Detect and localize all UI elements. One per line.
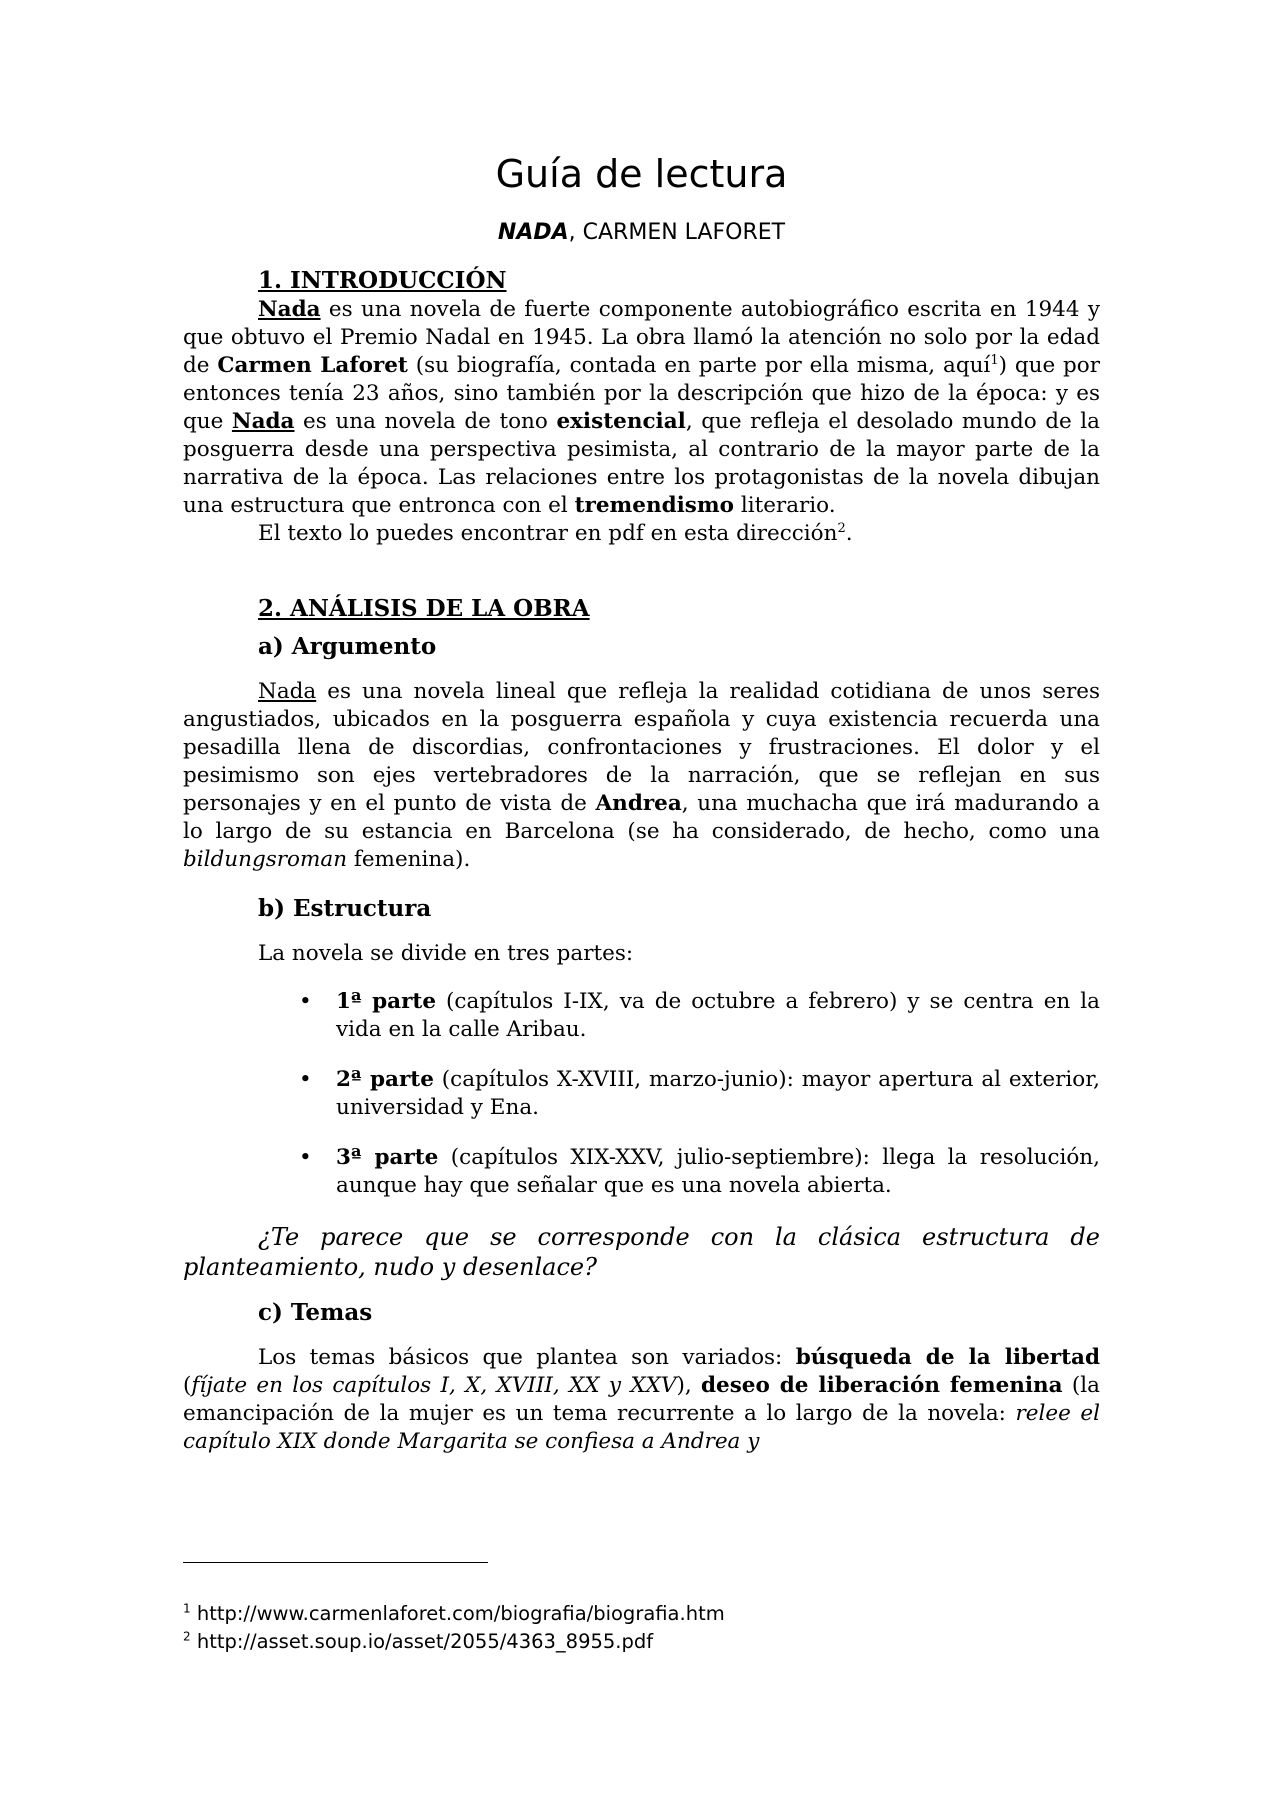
list-item-label: 2ª parte — [336, 1067, 434, 1092]
footnote-number: 1 — [183, 1601, 191, 1616]
list-item-text: (capítulos I-IX, va de octubre a febrero) y se centra en la vida en la calle Aribau. — [336, 989, 1100, 1042]
section-heading-analisis: 2. ANÁLISIS DE LA OBRA — [258, 595, 590, 622]
temas-paragraph — [183, 1344, 1100, 1456]
bullet-icon: • — [299, 989, 312, 1014]
argumento-bildungsroman: bildungsroman — [183, 847, 348, 872]
subheading-estructura: b) Estructura — [258, 895, 432, 922]
intro-text-9: , que refleja el desolado mundo de la posguerra desde una perspectiva pesimista, al contrario de la mayor parte de la narrativa de la época. Las relaciones entre los protagonistas de la novela dibujan una estructura que entronca con el — [183, 409, 1100, 518]
bullet-icon: • — [299, 1145, 312, 1170]
footnote-1 — [183, 1600, 725, 1628]
estructura-list — [183, 988, 1100, 1200]
page-title: Guía de lectura — [495, 152, 788, 196]
intro-paragraph — [183, 296, 1100, 520]
section-heading-introduccion: 1. INTRODUCCIÓN — [258, 267, 507, 294]
intro-text-7: es una novela de tono — [294, 409, 557, 434]
subheading-temas: c) Temas — [258, 1299, 373, 1326]
argumento-text-6: femenina). — [347, 847, 471, 872]
argumento-andrea: Andrea — [595, 791, 682, 816]
intro-author: Carmen Laforet — [217, 353, 408, 378]
footnote-link[interactable]: http://www.carmenlaforet.com/biografia/biografia.htm — [190, 1602, 725, 1625]
list-item-text: (capítulos X-XVIII, marzo-junio): mayor apertura al exterior, universidad y Ena. — [336, 1067, 1100, 1120]
list-item-label: 1ª parte — [336, 989, 437, 1014]
footnote-2 — [183, 1628, 725, 1656]
subtitle-author: CARMEN LAFORET — [582, 220, 786, 245]
temas-liberacion: deseo de liberación femenina — [700, 1373, 1063, 1398]
argumento-text-2: es una novela lineal que refleja la realidad cotidiana de unos seres angustiados, ubicados en la posguerra española y cuya existencia recuerda una pesadilla llena de discordias, confrontaciones y frustraciones. El dolor y el pesimismo son ejes vertebradores de la narración, que se reflejan en sus personajes y en el punto de vista de — [183, 679, 1100, 816]
temas-relee: relee el capítulo XIX donde Margarita se confiesa a Andrea y — [183, 1401, 1100, 1454]
footnote-ref-1[interactable]: 1 — [990, 352, 999, 368]
footnote-link[interactable]: http://asset.soup.io/asset/2055/4363_8955.pdf — [190, 1630, 654, 1653]
page-subtitle — [183, 218, 1100, 248]
temas-libertad: búsqueda de la libertad — [795, 1345, 1100, 1370]
temas-text-3: ( — [183, 1373, 192, 1398]
intro-text-2: es una novela de fuerte componente autobiográfico escrita en 1944 y que obtuvo el Premio Nadal en 1945. La obra llamó la atención no solo por la edad de — [183, 297, 1100, 378]
list-item — [299, 1144, 1100, 1200]
list-item — [299, 988, 1100, 1044]
footnote-ref-2[interactable]: 2 — [837, 520, 846, 536]
subtitle-work: NADA — [497, 220, 569, 245]
pdf-text: El texto lo puedes encontrar en pdf en esta dirección — [258, 521, 838, 546]
list-item-text: (capítulos XIX-XXV, julio-septiembre): llega la resolución, aunque hay que señalar que es una novela abierta. — [336, 1145, 1100, 1198]
temas-text-5: ), — [676, 1373, 701, 1398]
subtitle-sep: , — [568, 220, 583, 245]
list-item — [299, 1066, 1100, 1122]
argumento-text-4: , una muchacha que irá madurando a lo largo de su estancia en Barcelona (se ha considerado, de hecho, como una — [183, 791, 1100, 844]
intro-nada-2: Nada — [231, 409, 295, 434]
footnote-divider — [183, 1562, 488, 1563]
argumento-nada: Nada — [258, 679, 317, 704]
temas-text-7: (la emancipación de la mujer es un tema recurrente a lo largo de la novela: — [183, 1373, 1100, 1426]
intro-text-5: ) que por entonces tenía 23 años, sino también por la descripción que hizo de la época: y es que — [183, 353, 1101, 434]
intro-text-11: literario. — [733, 493, 836, 518]
subheading-argumento: a) Argumento — [258, 633, 437, 660]
estructura-question: ¿Te parece que se corresponde con la clásica estructura de planteamiento, nudo y desenlace? — [183, 1223, 1100, 1281]
temas-text-1: Los temas básicos que plantea son variados: — [258, 1345, 796, 1370]
argumento-paragraph — [183, 678, 1100, 874]
footnote-number: 2 — [183, 1629, 191, 1644]
footnotes — [183, 1600, 725, 1656]
temas-capitulos: fíjate en los capítulos I, X, XVIII, XX y XXV — [191, 1373, 677, 1398]
pdf-paragraph — [183, 520, 1100, 548]
list-item-label: 3ª parte — [336, 1145, 439, 1170]
intro-nada-1: Nada — [258, 297, 321, 322]
intro-tremendismo: tremendismo — [574, 493, 734, 518]
intro-text-4: (su biografía, contada en parte por ella misma, aquí — [407, 353, 991, 378]
pdf-text-end: . — [845, 521, 853, 546]
intro-existencial: existencial — [556, 409, 686, 434]
bullet-icon: • — [299, 1067, 312, 1092]
estructura-intro: La novela se divide en tres partes: — [258, 941, 634, 966]
